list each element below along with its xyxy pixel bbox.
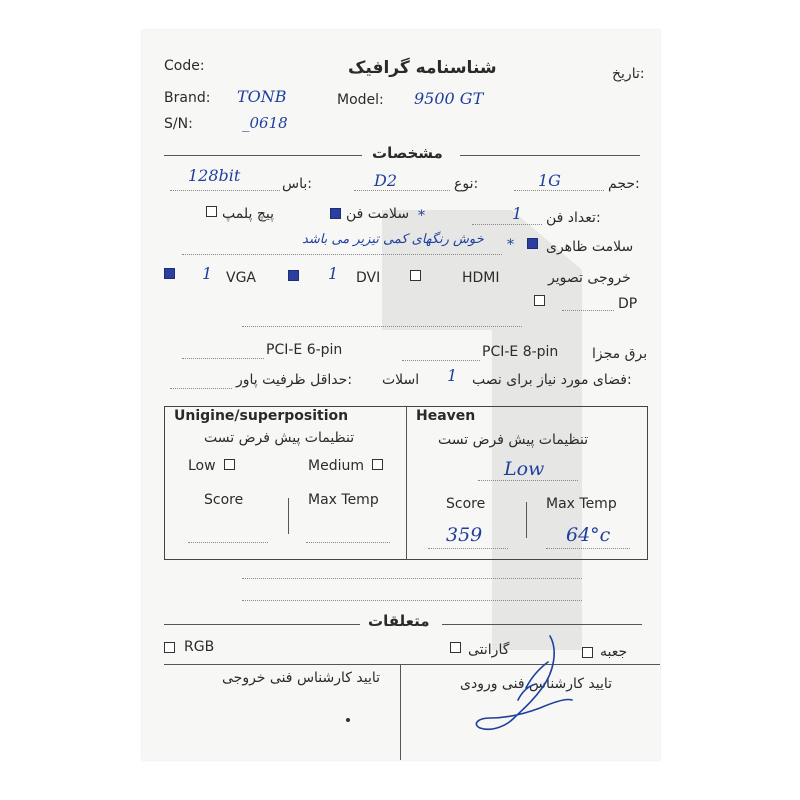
model-label: Model: <box>337 92 384 108</box>
exit-approval-label: تایید کارشناس فنی خروجی <box>222 670 381 686</box>
unigine-low-checkbox[interactable] <box>224 459 235 470</box>
bus-label: باس: <box>282 176 312 192</box>
accessories-rule-left <box>164 624 360 625</box>
pcie8-line <box>402 360 480 361</box>
test-table-divider <box>406 406 407 560</box>
brand-value: TONB <box>237 87 287 106</box>
signature-icon <box>462 628 582 748</box>
heaven-preset-value: Low <box>504 458 545 480</box>
vga-count: 1 <box>202 264 213 283</box>
power-label: برق مجزا <box>592 346 648 362</box>
heaven-score-label: Score <box>446 496 486 512</box>
hdmi-label: HDMI <box>462 270 500 286</box>
entry-approval-label: تایید کارشناس فنی ورودی <box>460 676 613 692</box>
specs-rule-left <box>164 155 362 156</box>
heaven-score-line <box>428 548 508 549</box>
unigine-score-divider <box>288 498 289 534</box>
dp-checkbox[interactable] <box>534 295 545 306</box>
ink-dot <box>346 718 350 722</box>
unigine-score-line <box>188 542 268 543</box>
dp-line <box>562 310 614 311</box>
dp-label: DP <box>618 296 638 312</box>
unigine-medium-checkbox[interactable] <box>372 459 383 470</box>
heaven-score-divider <box>526 502 527 538</box>
dvi-count: 1 <box>328 264 339 283</box>
model-value: 9500 GT <box>414 89 484 108</box>
brand-label: Brand: <box>164 90 211 106</box>
fan-health-label: سلامت فن <box>346 206 410 222</box>
unigine-low-label: Low <box>188 458 216 474</box>
unigine-title: Unigine/superposition <box>174 408 349 424</box>
space-label: فضای مورد نیاز برای نصب: <box>472 372 632 388</box>
unigine-maxtemp-line <box>306 542 390 543</box>
accessories-section-title: متعلقات <box>368 612 430 630</box>
sn-value: _0618 <box>242 114 288 132</box>
heaven-maxtemp-label: Max Temp <box>546 496 617 512</box>
appearance-note: خوش رنگهای کمی تیزیر می باشد <box>302 232 484 247</box>
specs-rule-right <box>460 155 640 156</box>
code-label: Code: <box>164 58 205 74</box>
box-label: جعبه <box>600 644 628 660</box>
output-label: خروجی تصویر <box>548 270 631 286</box>
heaven-maxtemp-line <box>546 548 630 549</box>
appearance-mark: * <box>507 237 514 253</box>
psu-line <box>170 388 232 389</box>
sn-label: S/N: <box>164 116 193 132</box>
space-value: 1 <box>447 366 458 385</box>
notes-line-2 <box>242 600 582 601</box>
notes-line-1 <box>242 578 582 579</box>
hdmi-checkbox[interactable] <box>410 270 421 281</box>
specs-section-title: مشخصات <box>372 144 443 162</box>
warranty-checkbox[interactable] <box>450 642 461 653</box>
heaven-score-value: 359 <box>446 524 483 546</box>
approval-divider <box>400 664 401 760</box>
pcie8-label: PCI-E 8-pin <box>482 344 559 360</box>
appearance-line <box>182 254 502 255</box>
unigine-score-label: Score <box>204 492 244 508</box>
form-title: شناسنامه گرافیک <box>348 58 497 78</box>
psu-label: حداقل ظرفیت پاور: <box>236 372 353 388</box>
heaven-maxtemp-value: 64°c <box>566 524 611 546</box>
fan-count-label: تعداد فن: <box>546 210 601 226</box>
fan-count-line <box>472 224 542 225</box>
box-checkbox[interactable] <box>582 647 593 658</box>
fan-count-value: 1 <box>512 204 523 223</box>
graphics-card-form <box>142 30 660 760</box>
vga-label: VGA <box>226 270 257 286</box>
appearance-checkbox[interactable] <box>527 238 538 249</box>
approval-rule <box>164 664 660 665</box>
warranty-label: گارانتی <box>468 642 510 658</box>
type-line <box>354 190 450 191</box>
output-extra-line <box>242 326 522 327</box>
heaven-title: Heaven <box>416 408 476 424</box>
fan-health-mark: * <box>418 208 425 224</box>
rgb-label: RGB <box>184 639 215 655</box>
pcie6-line <box>182 358 264 359</box>
bus-line <box>170 190 280 191</box>
capacity-label: حجم: <box>608 176 640 192</box>
unigine-maxtemp-label: Max Temp <box>308 492 379 508</box>
dvi-label: DVI <box>356 270 381 286</box>
heaven-preset-line <box>478 480 578 481</box>
dvi-checkbox[interactable] <box>288 270 299 281</box>
bus-value: 128bit <box>188 166 241 185</box>
date-label: تاریخ: <box>612 66 645 82</box>
capacity-line <box>514 190 604 191</box>
fan-health-checkbox[interactable] <box>330 208 341 219</box>
vga-checkbox[interactable] <box>164 268 175 279</box>
accessories-rule-right <box>442 624 642 625</box>
unigine-preset-label: تنظیمات پیش فرض تست <box>204 430 355 446</box>
pcie6-label: PCI-E 6-pin <box>266 342 343 358</box>
slot-label: اسلات <box>382 372 420 388</box>
type-value: D2 <box>374 171 398 190</box>
type-label: نوع: <box>454 176 479 192</box>
heaven-preset-label: تنظیمات پیش فرض تست <box>438 432 589 448</box>
rgb-checkbox[interactable] <box>164 642 175 653</box>
capacity-value: 1G <box>538 171 561 190</box>
unigine-medium-label: Medium <box>308 458 364 474</box>
screw-seal-checkbox[interactable] <box>206 206 217 217</box>
appearance-label: سلامت ظاهری <box>546 239 634 255</box>
screw-seal-label: پیچ پلمپ <box>222 206 274 222</box>
